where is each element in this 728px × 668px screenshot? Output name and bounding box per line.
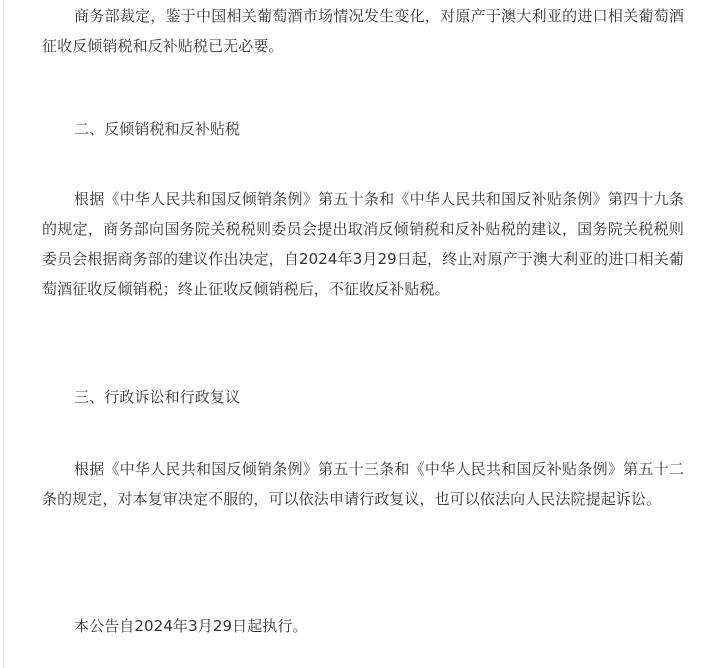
section-heading-duties: 二、反倾销税和反补贴税: [74, 120, 241, 138]
paragraph-duties-termination: 根据《中华人民共和国反倾销条例》第五十条和《中华人民共和国反补贴条例》第四十九条的规定，商务部向国务院关税税则委员会提出取消反倾销税和反补贴税的建议，国务院关税税则委员会根据商务部的建议作出决定，自2024年3月29日起，终止对原产于澳大利亚的进口相关葡萄酒征收反倾销税；终止征收反倾销税后，不征收反补贴税。: [42, 190, 684, 298]
left-border: [3, 0, 4, 668]
paragraph-litigation: 根据《中华人民共和国反倾销条例》第五十三条和《中华人民共和国反补贴条例》第五十二条的规定，对本复审决定不服的，可以依法申请行政复议，也可以依法向人民法院提起诉讼。: [42, 460, 684, 508]
paragraph-ruling: 商务部裁定，鉴于中国相关葡萄酒市场情况发生变化，对原产于澳大利亚的进口相关葡萄酒征收反倾销税和反补贴税已无必要。: [42, 7, 684, 55]
paragraph-effective-date: 本公告自2024年3月29日起执行。: [74, 617, 308, 635]
section-heading-litigation: 三、行政诉讼和行政复议: [74, 388, 241, 406]
